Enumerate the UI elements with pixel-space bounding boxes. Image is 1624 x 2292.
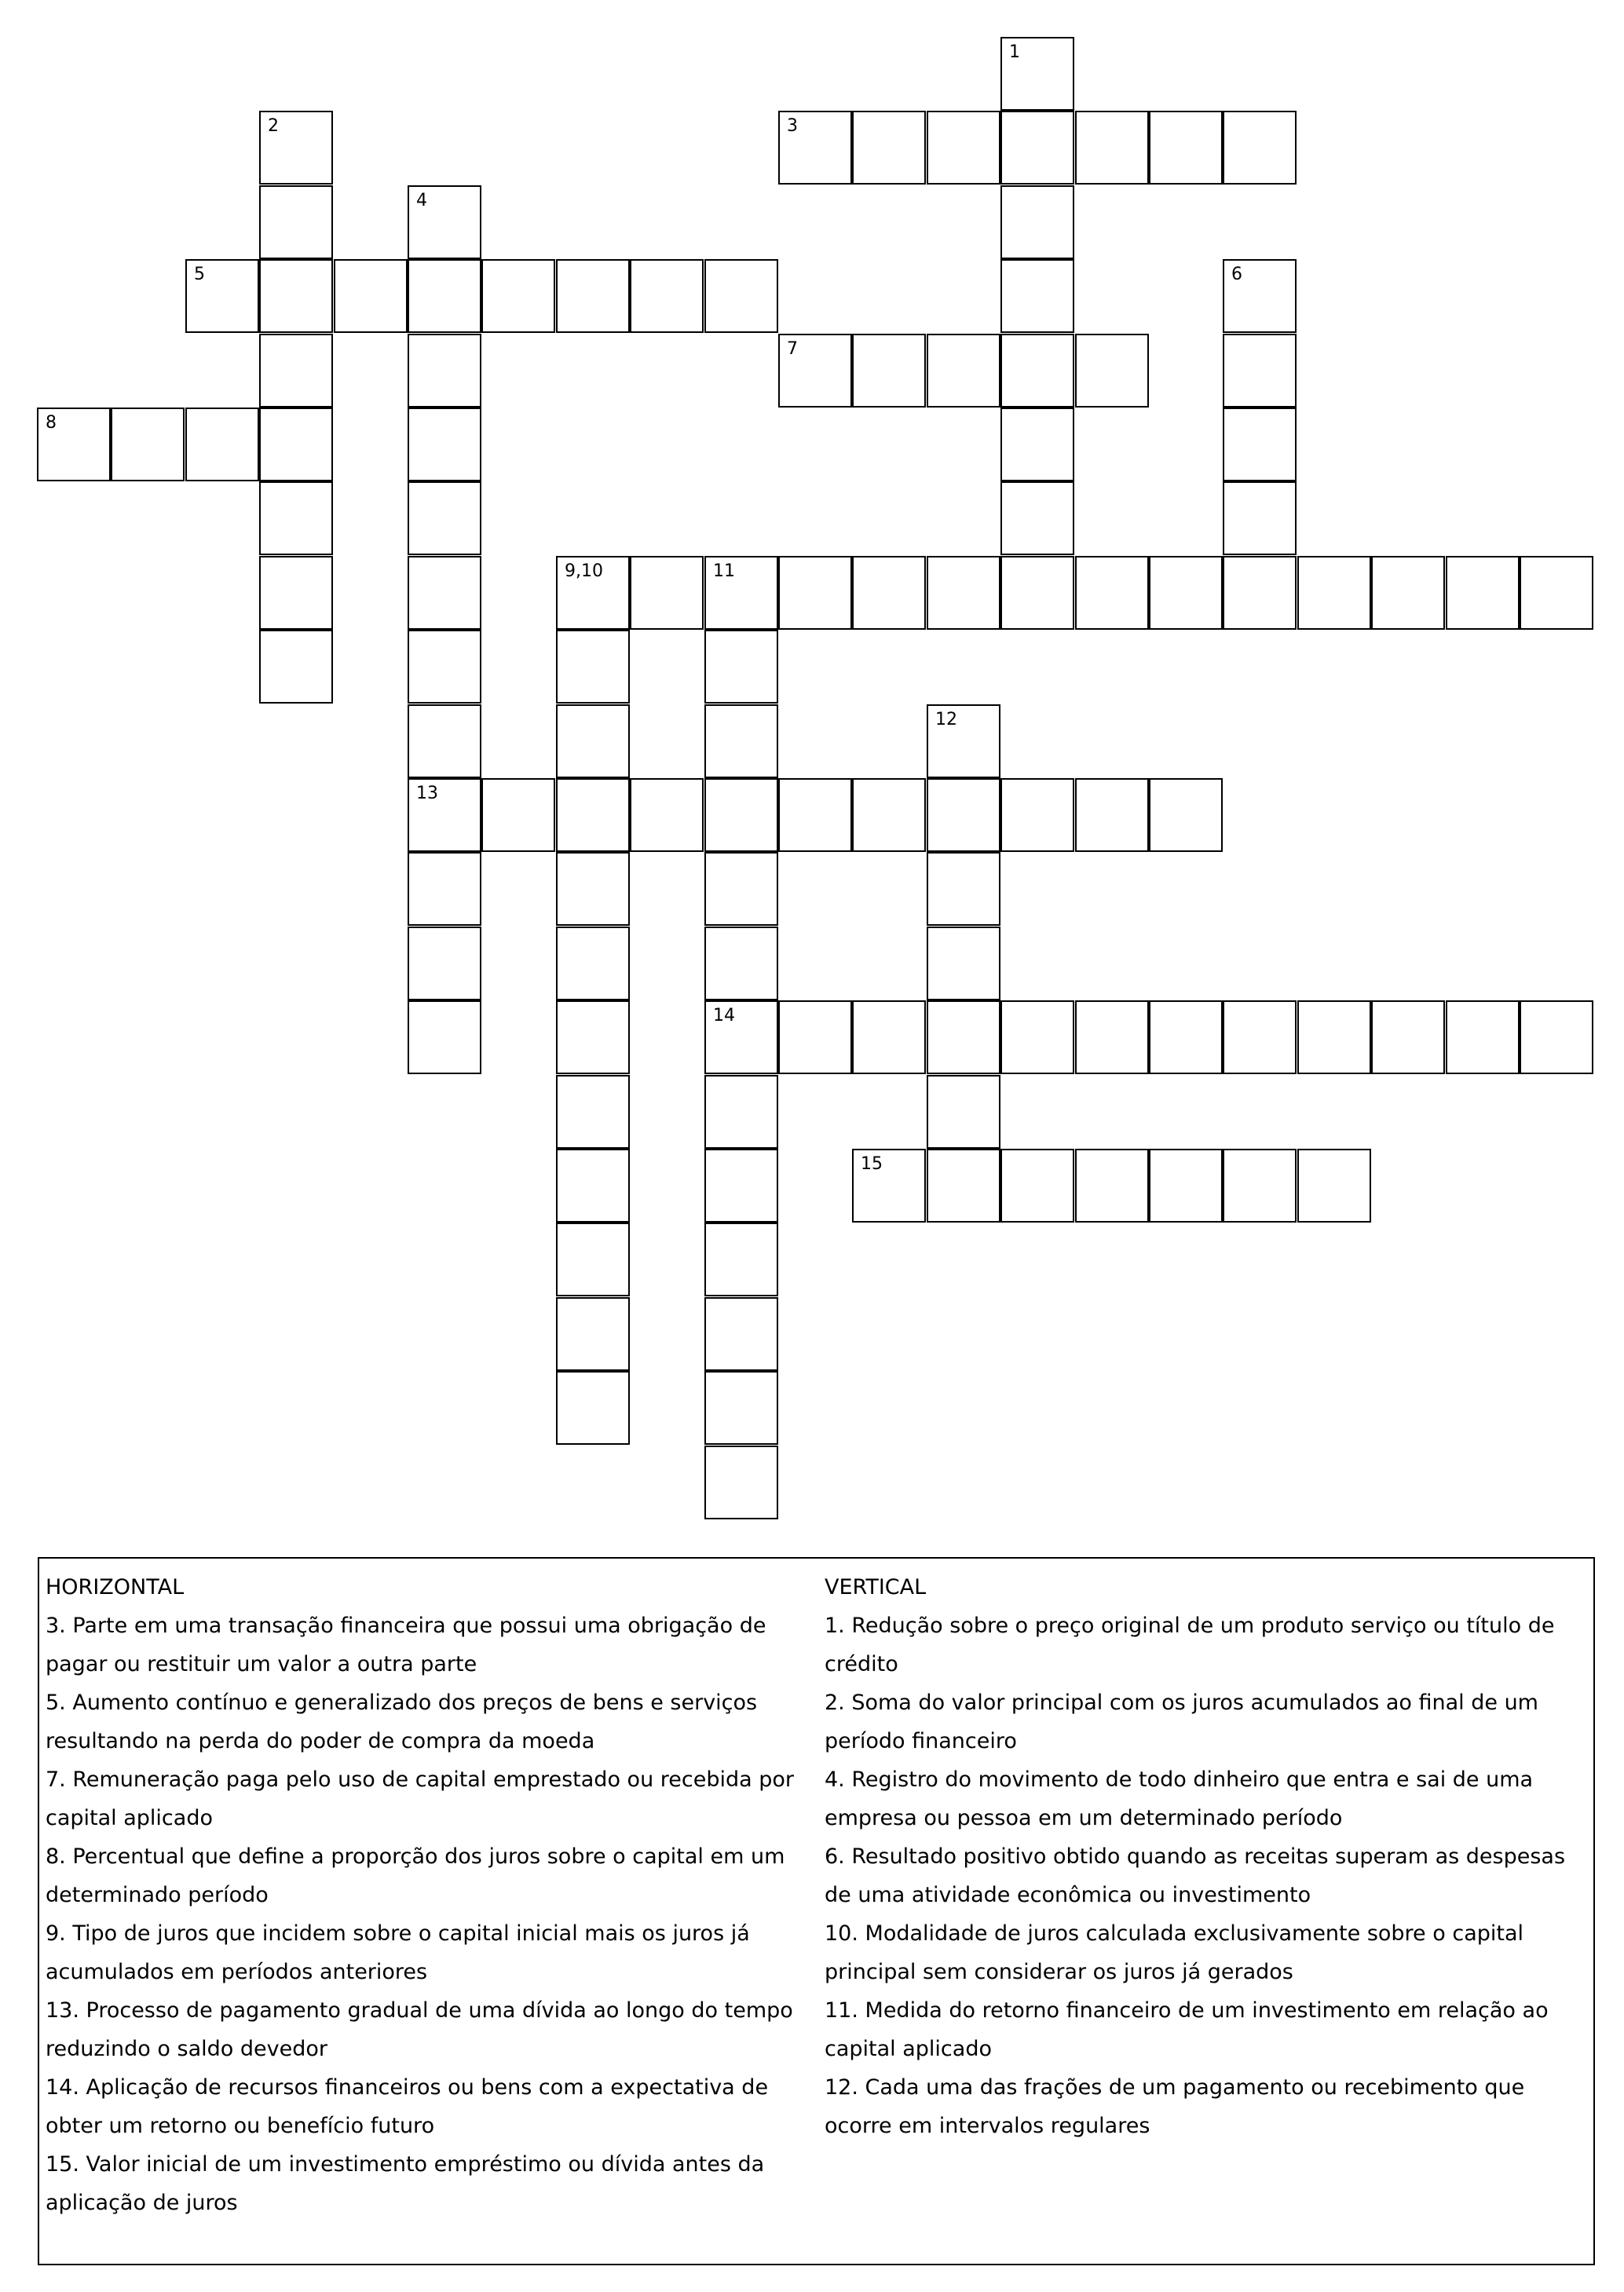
- clue-horizontal-15: 15. Valor inicial de um investimento empréstimo ou dívida antes da aplicação de juros: [46, 2152, 765, 2215]
- clue-number: 3: [787, 116, 798, 136]
- grid-cell[interactable]: [1075, 1149, 1149, 1223]
- grid-cell[interactable]: [556, 556, 630, 630]
- grid-cell[interactable]: [704, 704, 778, 778]
- grid-cell[interactable]: [852, 1000, 926, 1074]
- grid-cell[interactable]: [556, 1000, 630, 1074]
- grid-cell[interactable]: [408, 259, 481, 333]
- clue-number: 12: [935, 710, 957, 729]
- clue-number: 15: [861, 1154, 883, 1174]
- grid-cell[interactable]: [778, 1000, 852, 1074]
- grid-cell[interactable]: [556, 778, 630, 852]
- clue-number: 9,10: [565, 561, 603, 581]
- grid-cell[interactable]: [481, 259, 555, 333]
- clue-number: 4: [416, 191, 427, 210]
- grid-cell[interactable]: [1223, 481, 1297, 555]
- clue-number: 14: [713, 1006, 735, 1025]
- clue-number: 1: [1009, 42, 1020, 62]
- clue-vertical-12: 12. Cada uma das frações de um pagamento ou recebimento que ocorre em intervalos regulares: [825, 2075, 1525, 2138]
- grid-cell[interactable]: [1149, 778, 1223, 852]
- grid-cell[interactable]: [1075, 111, 1149, 185]
- clue-vertical-10: 10. Modalidade de juros calculada exclusivamente sobre o capital principal sem considerar os juros já gerados: [825, 1921, 1524, 1984]
- grid-cell[interactable]: [778, 778, 852, 852]
- grid-cell[interactable]: [704, 927, 778, 1000]
- grid-cell[interactable]: [259, 259, 333, 333]
- grid-cell[interactable]: [408, 630, 481, 704]
- grid-cell[interactable]: [927, 1000, 1000, 1074]
- grid-cell[interactable]: [704, 630, 778, 704]
- grid-cell[interactable]: [37, 408, 111, 481]
- grid-cell[interactable]: [556, 1297, 630, 1371]
- grid-cell[interactable]: [259, 111, 333, 185]
- grid-cell[interactable]: [1000, 1000, 1074, 1074]
- grid-cell[interactable]: [259, 408, 333, 481]
- grid-cell[interactable]: [1371, 1000, 1445, 1074]
- grid-cell[interactable]: [852, 111, 926, 185]
- grid-cell[interactable]: [704, 259, 778, 333]
- grid-cell[interactable]: [1223, 111, 1297, 185]
- grid-cell[interactable]: [1000, 408, 1074, 481]
- grid-cell[interactable]: [1223, 1149, 1297, 1223]
- grid-cell[interactable]: [927, 778, 1000, 852]
- clue-horizontal-3: 3. Parte em uma transação financeira que possui uma obrigação de pagar ou restituir um valor a outra parte: [46, 1614, 766, 1676]
- horizontal-clues: [46, 1568, 799, 2222]
- grid-cell[interactable]: [1446, 556, 1520, 630]
- grid-cell[interactable]: [704, 1149, 778, 1223]
- grid-cell[interactable]: [1000, 481, 1074, 555]
- grid-cell[interactable]: [1149, 1149, 1223, 1223]
- clue-number: 8: [46, 413, 57, 433]
- grid-cell[interactable]: [927, 927, 1000, 1000]
- grid-cell[interactable]: [927, 111, 1000, 185]
- clues-box: [38, 1557, 1595, 2265]
- grid-cell[interactable]: [259, 481, 333, 555]
- grid-cell[interactable]: [852, 334, 926, 408]
- grid-cell[interactable]: [1149, 111, 1223, 185]
- grid-cell[interactable]: [408, 778, 481, 852]
- clue-number: 7: [787, 339, 798, 359]
- clue-number: 5: [194, 265, 205, 284]
- grid-cell[interactable]: [630, 778, 704, 852]
- grid-cell[interactable]: [704, 852, 778, 926]
- grid-cell[interactable]: [556, 630, 630, 704]
- clue-horizontal-13: 13. Processo de pagamento gradual de uma dívida ao longo do tempo reduzindo o saldo devedor: [46, 1998, 793, 2061]
- grid-cell[interactable]: [704, 1371, 778, 1445]
- grid-cell[interactable]: [1000, 185, 1074, 259]
- grid-cell[interactable]: [1371, 556, 1445, 630]
- grid-cell[interactable]: [556, 259, 630, 333]
- grid-cell[interactable]: [927, 1075, 1000, 1149]
- grid-cell[interactable]: [1149, 1000, 1223, 1074]
- horizontal-title: HORIZONTAL: [46, 1575, 185, 1599]
- grid-cell[interactable]: [259, 185, 333, 259]
- grid-cell[interactable]: [1000, 1149, 1074, 1223]
- grid-cell[interactable]: [1297, 1000, 1371, 1074]
- grid-cell[interactable]: [408, 334, 481, 408]
- grid-cell[interactable]: [927, 704, 1000, 778]
- grid-cell[interactable]: [334, 259, 408, 333]
- grid-cell[interactable]: [1520, 1000, 1593, 1074]
- grid-cell[interactable]: [408, 704, 481, 778]
- grid-cell[interactable]: [1149, 556, 1223, 630]
- grid-cell[interactable]: [1075, 1000, 1149, 1074]
- grid-cell[interactable]: [1000, 556, 1074, 630]
- grid-cell[interactable]: [1075, 334, 1149, 408]
- grid-cell[interactable]: [1297, 1149, 1371, 1223]
- clue-vertical-11: 11. Medida do retorno financeiro de um investimento em relação ao capital aplicado: [825, 1998, 1549, 2061]
- grid-cell[interactable]: [852, 1149, 926, 1223]
- grid-cell[interactable]: [259, 556, 333, 630]
- clue-vertical-1: 1. Redução sobre o preço original de um produto serviço ou título de crédito: [825, 1614, 1555, 1676]
- grid-cell[interactable]: [1000, 334, 1074, 408]
- grid-cell[interactable]: [408, 1000, 481, 1074]
- clue-number: 2: [268, 116, 279, 136]
- grid-cell[interactable]: [1075, 556, 1149, 630]
- clue-horizontal-5: 5. Aumento contínuo e generalizado dos preços de bens e serviços resultando na perda do poder de compra da moeda: [46, 1691, 758, 1753]
- grid-cell[interactable]: [408, 556, 481, 630]
- grid-cell[interactable]: [556, 927, 630, 1000]
- grid-cell[interactable]: [556, 1371, 630, 1445]
- grid-cell[interactable]: [556, 1149, 630, 1223]
- grid-cell[interactable]: [927, 852, 1000, 926]
- grid-cell[interactable]: [1075, 778, 1149, 852]
- grid-cell[interactable]: [1223, 1000, 1297, 1074]
- vertical-title: VERTICAL: [825, 1575, 927, 1599]
- clue-horizontal-8: 8. Percentual que define a proporção dos juros sobre o capital em um determinado período: [46, 1844, 785, 1907]
- grid-cell[interactable]: [259, 334, 333, 408]
- grid-cell[interactable]: [1000, 111, 1074, 185]
- grid-cell[interactable]: [927, 556, 1000, 630]
- grid-cell[interactable]: [1000, 259, 1074, 333]
- grid-cell[interactable]: [852, 556, 926, 630]
- grid-cell[interactable]: [1223, 259, 1297, 333]
- grid-cell[interactable]: [185, 259, 259, 333]
- grid-cell[interactable]: [852, 778, 926, 852]
- grid-cell[interactable]: [704, 778, 778, 852]
- grid-cell[interactable]: [778, 111, 852, 185]
- grid-cell[interactable]: [1000, 37, 1074, 111]
- grid-cell[interactable]: [185, 408, 259, 481]
- grid-cell[interactable]: [408, 852, 481, 926]
- clue-vertical-6: 6. Resultado positivo obtido quando as receitas superam as despesas de uma atividade econômica ou investimento: [825, 1844, 1566, 1907]
- grid-cell[interactable]: [111, 408, 185, 481]
- grid-cell[interactable]: [1000, 778, 1074, 852]
- clue-vertical-2: 2. Soma do valor principal com os juros acumulados ao final de um período financeiro: [825, 1691, 1538, 1753]
- grid-cell[interactable]: [1223, 334, 1297, 408]
- clue-horizontal-7: 7. Remuneração paga pelo uso de capital emprestado ou recebida por capital aplicado: [46, 1767, 795, 1830]
- grid-cell[interactable]: [778, 334, 852, 408]
- grid-cell[interactable]: [408, 481, 481, 555]
- grid-cell[interactable]: [408, 927, 481, 1000]
- grid-cell[interactable]: [927, 334, 1000, 408]
- clue-number: 11: [713, 561, 735, 581]
- grid-cell[interactable]: [704, 1000, 778, 1074]
- grid-cell[interactable]: [630, 556, 704, 630]
- grid-cell[interactable]: [704, 1223, 778, 1296]
- grid-cell[interactable]: [556, 704, 630, 778]
- grid-cell[interactable]: [408, 408, 481, 481]
- grid-cell[interactable]: [481, 778, 555, 852]
- grid-cell[interactable]: [927, 1149, 1000, 1223]
- clue-horizontal-14: 14. Aplicação de recursos financeiros ou bens com a expectativa de obter um retorno ou benefício futuro: [46, 2075, 769, 2138]
- grid-cell[interactable]: [630, 259, 704, 333]
- grid-cell[interactable]: [1223, 408, 1297, 481]
- grid-cell[interactable]: [704, 1446, 778, 1519]
- grid-cell[interactable]: [408, 185, 481, 259]
- clue-horizontal-9: 9. Tipo de juros que incidem sobre o capital inicial mais os juros já acumulados em períodos anteriores: [46, 1921, 750, 1984]
- grid-cell[interactable]: [556, 1223, 630, 1296]
- grid-cell[interactable]: [704, 556, 778, 630]
- grid-cell[interactable]: [778, 556, 852, 630]
- grid-cell[interactable]: [259, 630, 333, 704]
- grid-cell[interactable]: [556, 1075, 630, 1149]
- vertical-clues: [825, 1568, 1582, 2145]
- grid-cell[interactable]: [1520, 556, 1593, 630]
- grid-cell[interactable]: [704, 1075, 778, 1149]
- clue-vertical-4: 4. Registro do movimento de todo dinheiro que entra e sai de uma empresa ou pessoa em um determinado período: [825, 1767, 1534, 1830]
- grid-cell[interactable]: [1223, 556, 1297, 630]
- grid-cell[interactable]: [556, 852, 630, 926]
- grid-cell[interactable]: [704, 1297, 778, 1371]
- grid-cell[interactable]: [1297, 556, 1371, 630]
- clue-number: 13: [416, 784, 438, 803]
- clue-number: 6: [1231, 265, 1242, 284]
- grid-cell[interactable]: [1446, 1000, 1520, 1074]
